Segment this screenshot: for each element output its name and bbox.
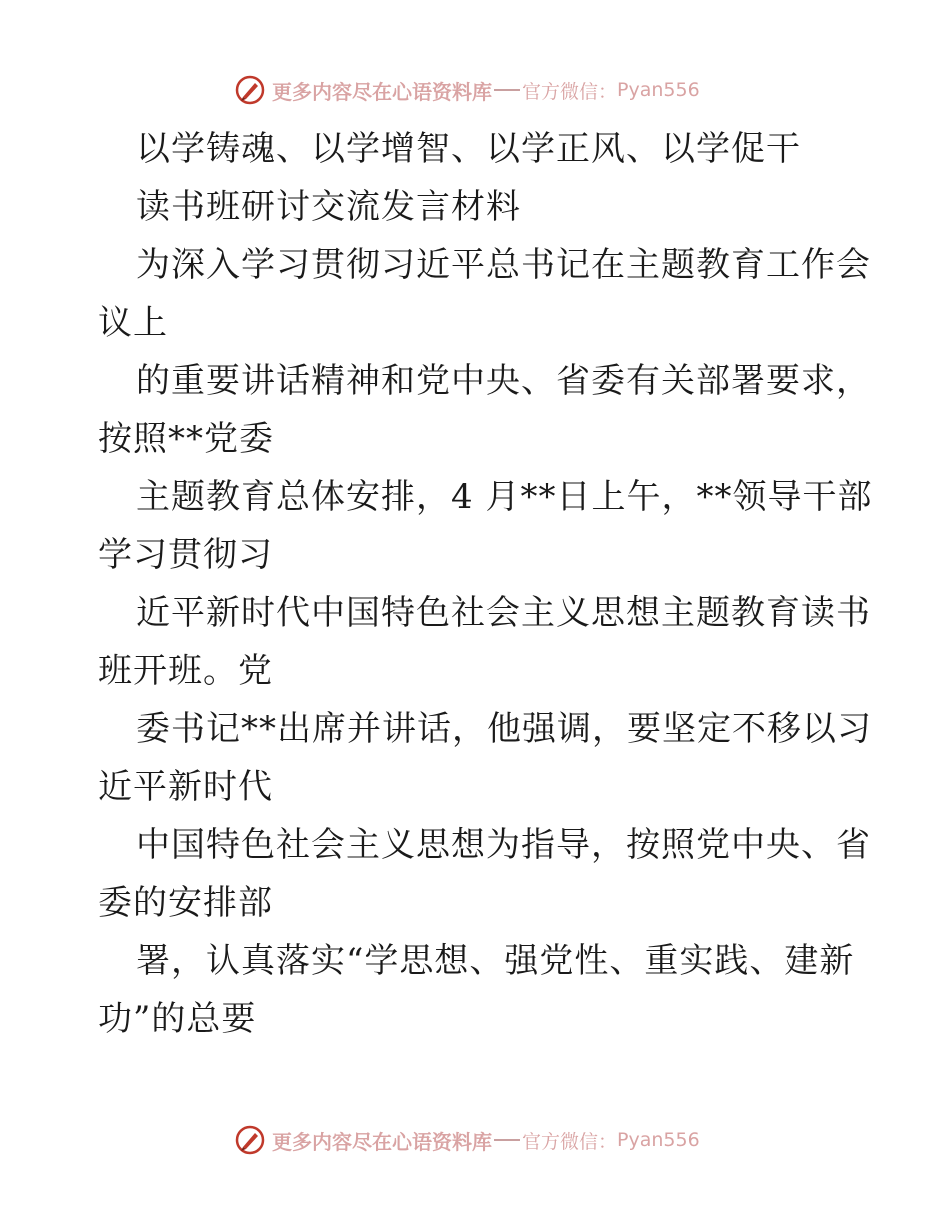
pen-logo-icon	[234, 74, 266, 106]
watermark-site-name: 更多内容尽在心语资料库	[272, 1129, 492, 1154]
doc-line: 班开班。党	[98, 651, 273, 691]
doc-line: 主题教育总体安排，4 月**日上午，**领导干部	[136, 477, 873, 517]
doc-line: 中国特色社会主义思想为指导，按照党中央、省	[136, 825, 871, 865]
doc-line: 学习贯彻习	[98, 535, 273, 575]
watermark-wechat-label: 官方微信：	[522, 1130, 618, 1153]
header-watermark	[234, 72, 700, 108]
doc-line: 署，认真落实“学思想、强党性、重实践、建新	[136, 941, 855, 981]
watermark-site-name: 更多内容尽在心语资料库	[272, 79, 492, 104]
doc-line: 以学铸魂、以学增智、以学正风、以学促干	[136, 129, 801, 169]
watermark-dash	[494, 89, 520, 91]
watermark-dash	[494, 1139, 520, 1141]
doc-line: 功”的总要	[98, 999, 257, 1039]
doc-line: 按照**党委	[98, 419, 274, 459]
document-body	[98, 120, 873, 1048]
watermark-wechat-id: Pyan556	[617, 79, 700, 101]
doc-line: 委的安排部	[98, 883, 273, 923]
pen-logo-icon	[234, 1124, 266, 1156]
doc-line: 近平新时代中国特色社会主义思想主题教育读书	[136, 593, 871, 633]
doc-line: 委书记**出席并讲话，他强调，要坚定不移以习	[136, 709, 872, 749]
doc-line: 近平新时代	[98, 767, 273, 807]
doc-line: 议上	[98, 303, 168, 343]
footer-watermark	[234, 1122, 700, 1158]
doc-line: 读书班研讨交流发言材料	[136, 187, 521, 227]
watermark-wechat-id: Pyan556	[617, 1129, 700, 1151]
doc-line: 的重要讲话精神和党中央、省委有关部署要求，	[136, 361, 871, 401]
watermark-wechat-label: 官方微信：	[522, 80, 618, 103]
doc-line: 为深入学习贯彻习近平总书记在主题教育工作会	[136, 245, 871, 285]
